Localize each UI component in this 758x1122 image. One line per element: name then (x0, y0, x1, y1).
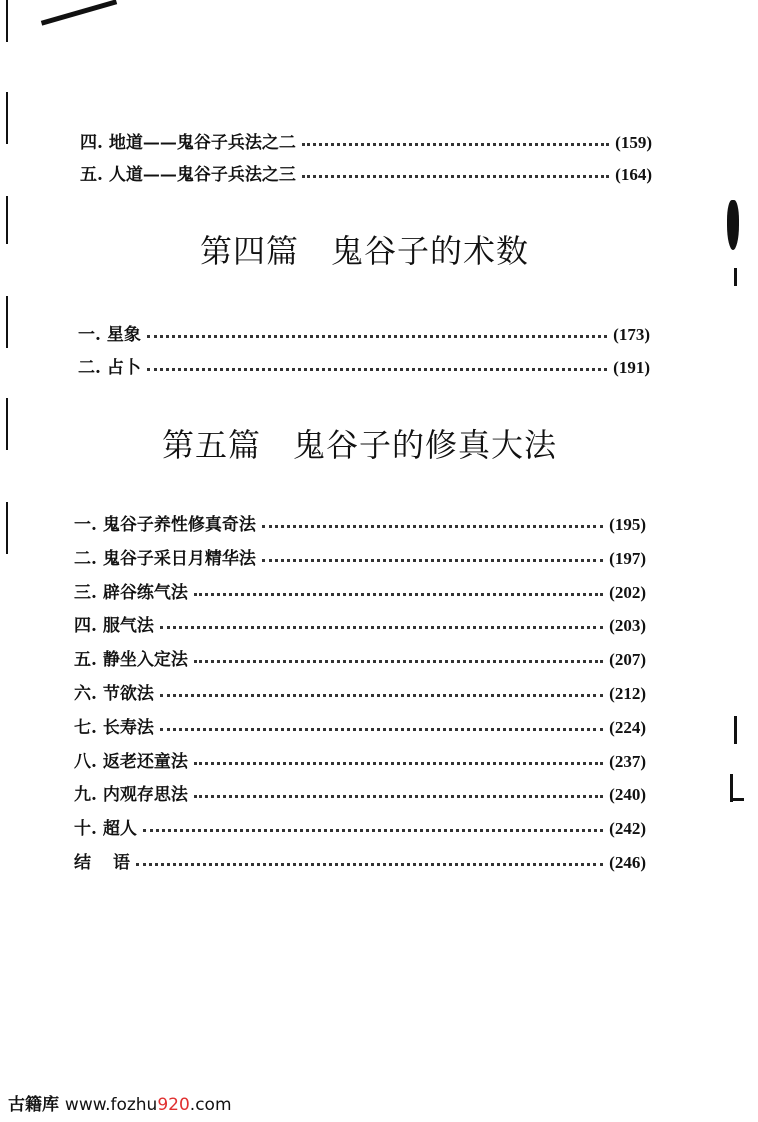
toc-entry-title: 服气法 (102, 616, 154, 637)
toc-entry (74, 780, 646, 810)
toc-leader-dots (302, 129, 609, 146)
toc-leader-dots (262, 511, 603, 528)
toc-entry-title: 超人 (102, 819, 137, 840)
toc-entry-title: 静坐入定法 (102, 650, 188, 671)
toc-entry (74, 578, 646, 608)
scan-blot (730, 798, 744, 801)
toc-entry-title: 语 (113, 853, 130, 873)
toc-entry-page: (203) (609, 616, 646, 636)
toc-entry-title: 长寿法 (102, 717, 154, 738)
toc-entry (80, 128, 652, 158)
toc-entry-page: (237) (609, 751, 646, 771)
toc-leader-dots (302, 161, 609, 178)
toc-entry-number: 二. (74, 548, 97, 569)
toc-entry-number: 七. (74, 717, 97, 738)
toc-entry-number: 六. (74, 684, 97, 704)
site-url-suffix: .com (189, 1095, 232, 1115)
toc-leader-dots (262, 545, 603, 562)
toc-leader-dots (194, 579, 603, 596)
scan-blot (734, 268, 737, 286)
toc-entry-title: 人道——鬼谷子兵法之三 (108, 165, 296, 185)
toc-leader-dots (194, 781, 603, 798)
toc-entry-number: 三. (74, 582, 97, 603)
site-name: 古籍库 (8, 1095, 59, 1115)
toc-entry-page: (164) (615, 165, 652, 184)
toc-leader-dots (143, 815, 603, 832)
toc-entry-page: (242) (609, 819, 646, 839)
toc-entry-number: 五. (80, 165, 103, 185)
toc-entry-title: 占卜 (106, 358, 141, 378)
scan-edge-mark (6, 196, 8, 244)
toc-entry-number: 十. (74, 819, 97, 840)
toc-entry-page: (224) (609, 717, 646, 737)
toc-entry-number: 一. (74, 515, 97, 535)
toc-leader-dots (194, 646, 603, 663)
toc-entry (74, 611, 646, 641)
toc-leader-dots (160, 714, 603, 731)
chapter-title: 鬼谷子的术数 (331, 232, 530, 270)
toc-entry (74, 814, 646, 844)
toc-entry-title: 星象 (106, 325, 141, 345)
toc-entry-title: 返老还童法 (102, 751, 188, 772)
toc-entry-page: (195) (609, 515, 646, 534)
toc-entry-page: (246) (609, 853, 646, 872)
toc-entry-number: 结 (74, 853, 91, 873)
scan-edge-mark (6, 296, 8, 348)
toc-entry-number: 八. (74, 751, 97, 772)
toc-entry (74, 679, 646, 709)
toc-leader-dots (160, 680, 603, 697)
toc-leader-dots (160, 612, 603, 629)
toc-leader-dots (136, 849, 603, 866)
toc-leader-dots (147, 354, 607, 371)
toc-entry-title: 鬼谷子养性修真奇法 (102, 515, 256, 535)
toc-entry (80, 160, 652, 190)
toc-leader-dots (147, 321, 607, 338)
toc-entry-page: (159) (615, 133, 652, 152)
scan-stroke-top (41, 0, 117, 26)
toc-entry-page: (202) (609, 582, 646, 602)
toc-entry-number: 九. (74, 785, 97, 806)
toc-entry (74, 747, 646, 777)
toc-entry-number: 四. (74, 616, 97, 637)
toc-entry-number: 四. (80, 133, 103, 153)
toc-leader-dots (194, 748, 603, 765)
scan-edge-mark (6, 398, 8, 450)
scan-edge-mark (6, 0, 8, 42)
scan-edge-mark (6, 92, 8, 144)
toc-entry (78, 320, 650, 350)
toc-entry (74, 645, 646, 675)
toc-entry-title: 辟谷练气法 (102, 582, 188, 603)
scan-edge-mark (6, 502, 8, 554)
toc-entry-page: (191) (613, 358, 650, 377)
site-url-prefix: www.fozhu (64, 1095, 158, 1115)
toc-entry-number: 五. (74, 650, 97, 671)
toc-entry-page: (212) (609, 684, 646, 703)
toc-entry-page: (240) (609, 785, 646, 805)
toc-entry-number: 二. (78, 358, 101, 378)
toc-entry (74, 713, 646, 743)
watermark-footer (8, 1090, 232, 1115)
chapter-heading (200, 226, 529, 272)
toc-entry (74, 848, 646, 878)
chapter-label: 第五篇 (162, 426, 262, 464)
toc-entry-page: (197) (609, 548, 646, 568)
toc-entry-title: 鬼谷子采日月精华法 (102, 548, 256, 569)
toc-entry-title: 节欲法 (102, 684, 154, 704)
toc-entry-page: (173) (613, 325, 650, 344)
chapter-title: 鬼谷子的修真大法 (293, 426, 558, 464)
toc-entry-title: 内观存思法 (102, 785, 188, 806)
scan-blot (734, 716, 737, 744)
toc-entry-page: (207) (609, 650, 646, 670)
toc-entry-number: 一. (78, 325, 101, 345)
toc-entry (78, 353, 650, 383)
toc-entry (74, 544, 646, 574)
chapter-heading (162, 420, 557, 466)
toc-entry (74, 510, 646, 540)
chapter-label: 第四篇 (200, 232, 300, 270)
scan-blot (727, 200, 739, 250)
toc-entry-title: 地道——鬼谷子兵法之二 (108, 133, 296, 153)
site-url-number: 920 (157, 1095, 190, 1115)
